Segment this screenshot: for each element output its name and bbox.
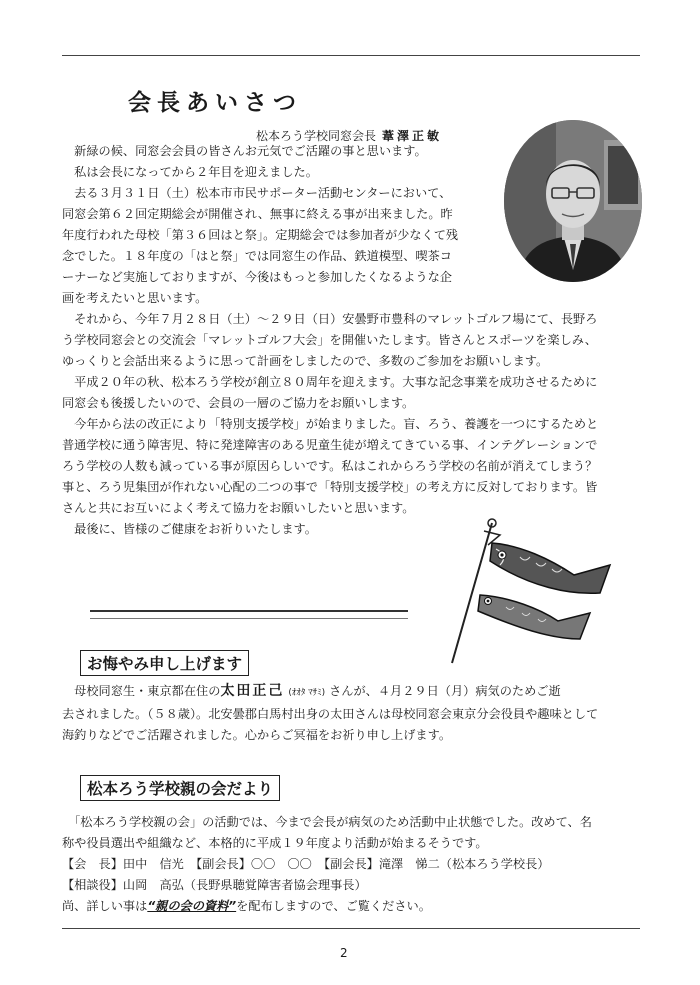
greeting-line: 年度行われた母校「第３６回はと祭」。定期総会では参加者が少なくて残 [62,228,459,242]
page-number: 2 [340,946,348,960]
closing-quote: “親の会の資料” [147,899,237,913]
deceased-name: 太田正己 [220,683,285,699]
portrait-illustration [504,120,642,282]
greeting-body-top [62,141,458,309]
greeting-line: さんと共にお互いによく考えて協力をお願いしたいと思います。 [62,501,415,515]
parents-line: 称や役員選出や組織など、本格的に平成１９年度より活動が始まるそうです。 [62,836,488,850]
author-name: 葦澤正敏 [382,129,443,143]
parents-line: 「松本ろう学校親の会」の活動では、今まで会長が病気のため活動中止状態でした。改めて、名 [62,815,592,829]
greeting-line: 今年から法の改正により「特別支援学校」が始まりました。盲、ろう、養護を一つにするためと [62,417,599,431]
condolence-heading: お悔やみ申し上げます [80,650,249,676]
greeting-line: 同窓会第６２回定期総会が開催され、無事に終える事が出来ました。昨 [62,207,453,221]
parents-heading: 松本ろう学校親の会だより [80,775,280,801]
greeting-line: 平成２０年の秋、松本ろう学校が創立８０周年を迎えます。大事な記念事業を成功させるために [62,375,598,389]
greeting-line: 去る３月３１日（土）松本市市民サポーター活動センターにおいて、 [62,186,452,200]
greeting-line: 新緑の候、同窓会会員の皆さんお元気でご活躍の事と思います。 [62,144,427,158]
top-rule [62,55,640,56]
parents-advisor-line: 【相談役】山岡 高弘（長野県聴覚障害者協会理事長） [62,878,367,892]
parents-closing-line [62,896,592,917]
greeting-line: それから、今年７月２８日（土）～２９日（日）安曇野市豊科のマレットゴルフ場にて、長野ろ [62,312,598,326]
koinobori-illustration [440,515,640,665]
closing-prefix: 尚、詳しい事は [62,899,148,913]
parents-officers-line: 【会 長】田中 信光 【副会長】〇〇 〇〇 【副会長】滝澤 悌二（松本ろう学校長） [62,857,550,871]
greeting-line: ゆっくりと会話出来るように思って計画をしましたので、多数のご参加をお願いします。 [62,354,549,368]
condolence-line: 去されました。（５８歳）。北安曇郡白馬村出身の太田さんは母校同窓会東京分会役員や趣味として [62,707,599,721]
condolence-line-first [62,681,598,704]
condolence-line: 海釣りなどでご活躍されました。心からご冥福をお祈り申し上げます。 [62,728,452,742]
section-divider [90,610,408,619]
closing-suffix: を配布しますので、ご覧ください。 [236,899,431,913]
author-role: 松本ろう学校同窓会長 [256,129,377,143]
condolence-prefix: 母校同窓生・東京都在住の [62,684,221,698]
greeting-line: 普通学校に通う障害児、特に発達障害のある児童生徒が増えてきている事、インテグレーションで [62,438,598,452]
parents-body [62,812,592,917]
greeting-title: 会長あいさつ [128,90,302,116]
greeting-line: 私は会長になってから２年目を迎えました。 [62,165,318,179]
greeting-line: ーナーなど実施しておりますが、今後はもっと参加したくなるような企 [62,270,452,284]
president-portrait-photo [504,120,642,282]
condolence-body [62,681,598,746]
greeting-line: う学校同窓会との交流会「マレットゴルフ大会」を開催いたします。皆さんとスポーツを楽しみ、 [62,333,597,347]
greeting-line: 事と、ろう児集団が作れない心配の二つの事で「特別支援学校」の考え方に反対しております。皆 [62,480,598,494]
condolence-suffix: さんが、４月２９日（月）病気のためご逝 [329,684,561,698]
greeting-line: 同窓会も後援したいので、会員の一層のご協力をお願いします。 [62,396,415,410]
deceased-reading: (ｵｵﾀ ﾏｻﾐ) [288,688,326,698]
greeting-line: 最後に、皆様のご健康をお祈りいたします。 [62,522,317,536]
greeting-line: ろう学校の人数も減っている事が原因らしいです。私はこれからろう学校の名前が消えてしまう？ [62,459,598,473]
greeting-body-bottom [62,309,598,540]
greeting-line: 画を考えたいと思います。 [62,291,208,305]
bottom-rule [62,928,640,929]
greeting-line: 念でした。１８年度の「はと祭」では同窓生の作品、鉄道模型、喫茶コ [62,249,452,263]
